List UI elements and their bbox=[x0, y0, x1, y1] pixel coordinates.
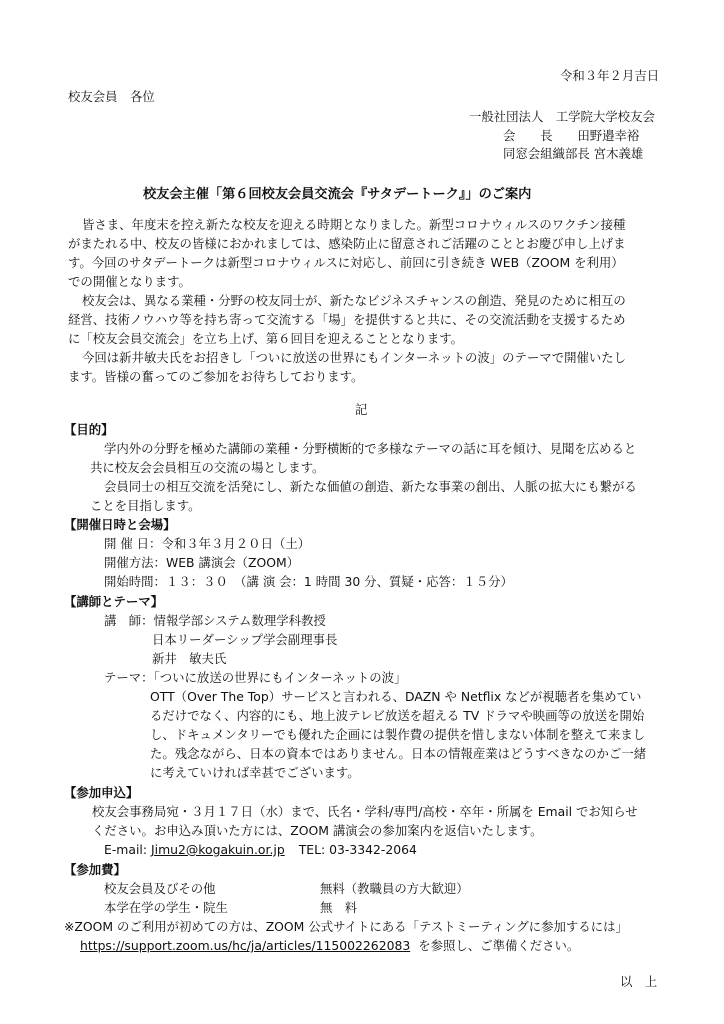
recipient: 校友会員 各位 bbox=[68, 89, 155, 104]
event-time: 開始時間：１３：３０ （講 演 会：1 時間 30 分、質疑・応答：１５分） bbox=[104, 574, 513, 589]
fee-value-members: 無料（教職員の方大歓迎） bbox=[320, 881, 469, 896]
intro-line: に「校友会員交流会」を立ち上げ、第６回目を迎えることとなります。 bbox=[68, 331, 464, 346]
intro-line: 今回は新井敏夫氏をお招きし「ついに放送の世界にもインターネットの波」のテーマで開催いたし bbox=[82, 350, 627, 365]
email-label: E-mail: bbox=[104, 842, 151, 857]
theme-description-line: し、ドキュメンタリーでも優れた企画には製作費の提供を惜しまない体制を整えて来まし bbox=[150, 727, 646, 742]
zoom-note: ※ZOOM のご利用が初めての方は、ZOOM 公式サイトにある「テストミーティングに参加するには」 bbox=[64, 919, 628, 934]
theme-description-line: るだけでなく、内容的にも、地上波テレビ放送を超える TV ドラマや映画等の放送を開始 bbox=[150, 708, 645, 723]
sender-organization: 一般社団法人 工学院大学校友会 bbox=[469, 109, 655, 124]
section-heading-schedule: 【開催日時と会場】 bbox=[64, 517, 176, 532]
intro-line: がまたれる中、校友の皆様におかれましては、感染防止に留意されご活躍のこととお慶び申し上げま bbox=[68, 236, 626, 251]
fee-label-members: 校友会員及びその他 bbox=[104, 881, 216, 896]
zoom-note-url-line bbox=[80, 937, 579, 955]
theme-description-line: に考えていければ幸甚でございます。 bbox=[150, 765, 360, 780]
fee-label-students: 本学在学の学生・院生 bbox=[104, 900, 228, 915]
sender-president: 会 長 田野邉幸裕 bbox=[503, 128, 640, 143]
event-date: 開 催 日：令和３年３月２０日（土） bbox=[104, 536, 311, 551]
theme-description-line: OTT（Over The Top）サービスと言われる、DAZN や Netflix などが視聴者を集めてい bbox=[150, 689, 642, 704]
purpose-line: 共に校友会会員相互の交流の場とします。 bbox=[90, 460, 325, 475]
document-date: 令和３年２月吉日 bbox=[560, 68, 660, 83]
event-method: 開催方法：WEB 講演会（ZOOM） bbox=[104, 555, 300, 570]
closing-mark: 以 上 bbox=[620, 974, 658, 989]
speaker-name: 新井 敏夫氏 bbox=[152, 651, 227, 666]
sender-department: 同窓会組織部長 宮木義雄 bbox=[503, 146, 644, 161]
fee-value-students: 無 料 bbox=[320, 900, 358, 915]
intro-line: 皆さま、年度末を控え新たな校友を迎える時期となりました。新型コロナウィルスのワクチン接種 bbox=[82, 217, 626, 232]
apply-line: 校友会事務局宛・３月１７日（水）まで、氏名・学科/専門/高校・卒年・所属を Email でお知らせ bbox=[92, 804, 638, 819]
purpose-line: ことを目指します。 bbox=[90, 498, 201, 513]
apply-line: ください。お申込み頂いた方には、ZOOM 講演会の参加案内を返信いたします。 bbox=[92, 823, 543, 838]
section-heading-apply: 【参加申込】 bbox=[64, 785, 139, 800]
ki-marker: 記 bbox=[355, 402, 368, 417]
speaker-title: 講 師：情報学部システム数理学科教授 bbox=[104, 613, 326, 628]
speaker-role: 日本リーダーシップ学会副理事長 bbox=[152, 632, 338, 647]
zoom-help-link[interactable]: https://support.zoom.us/hc/ja/articles/115002262083 bbox=[80, 938, 411, 953]
contact-line bbox=[104, 841, 417, 859]
zoom-note-suffix: を参照し、ご準備ください。 bbox=[418, 938, 580, 953]
section-heading-fee: 【参加費】 bbox=[64, 862, 126, 877]
purpose-line: 会員同士の相互交流を活発にし、新たな価値の創造、新たな事業の創出、人脈の拡大にも繋がる bbox=[104, 479, 637, 494]
document-title: 校友会主催「第６回校友会員交流会『サタデートーク』」のご案内 bbox=[143, 187, 532, 202]
purpose-line: 学内外の分野を極めた講師の業種・分野横断的で多様なテーマの話に耳を傾け、見聞を広めると bbox=[104, 441, 637, 456]
intro-line: での開催となります。 bbox=[68, 274, 191, 289]
section-heading-purpose: 【目的】 bbox=[64, 422, 114, 437]
speaker-theme: テーマ：「ついに放送の世界にもインターネットの波」 bbox=[104, 670, 407, 685]
section-heading-speaker: 【講師とテーマ】 bbox=[64, 594, 164, 609]
email-link[interactable]: Jimu2@kogakuin.or.jp bbox=[150, 842, 285, 857]
intro-line: 校友会は、異なる業種・分野の校友同士が、新たなビジネスチャンスの創造、発見のために相互の bbox=[82, 293, 626, 308]
phone-number: TEL: 03-3342-2064 bbox=[298, 842, 417, 857]
intro-line: ます。皆様の奮ってのご参加をお待ちしております。 bbox=[68, 369, 364, 384]
intro-line: す。今回のサタデートークは新型コロナウィルスに対応し、前回に引き続き WEB（ZOOM を利用） bbox=[68, 255, 624, 270]
theme-description-line: た。残念ながら、日本の資本ではありません。日本の情報産業はどうすべきなのかご一緒 bbox=[150, 746, 647, 761]
intro-line: 経営、技術ノウハウ等を持ち寄って交流する「場」を提供すると共に、その交流活動を支援するため bbox=[68, 312, 626, 327]
